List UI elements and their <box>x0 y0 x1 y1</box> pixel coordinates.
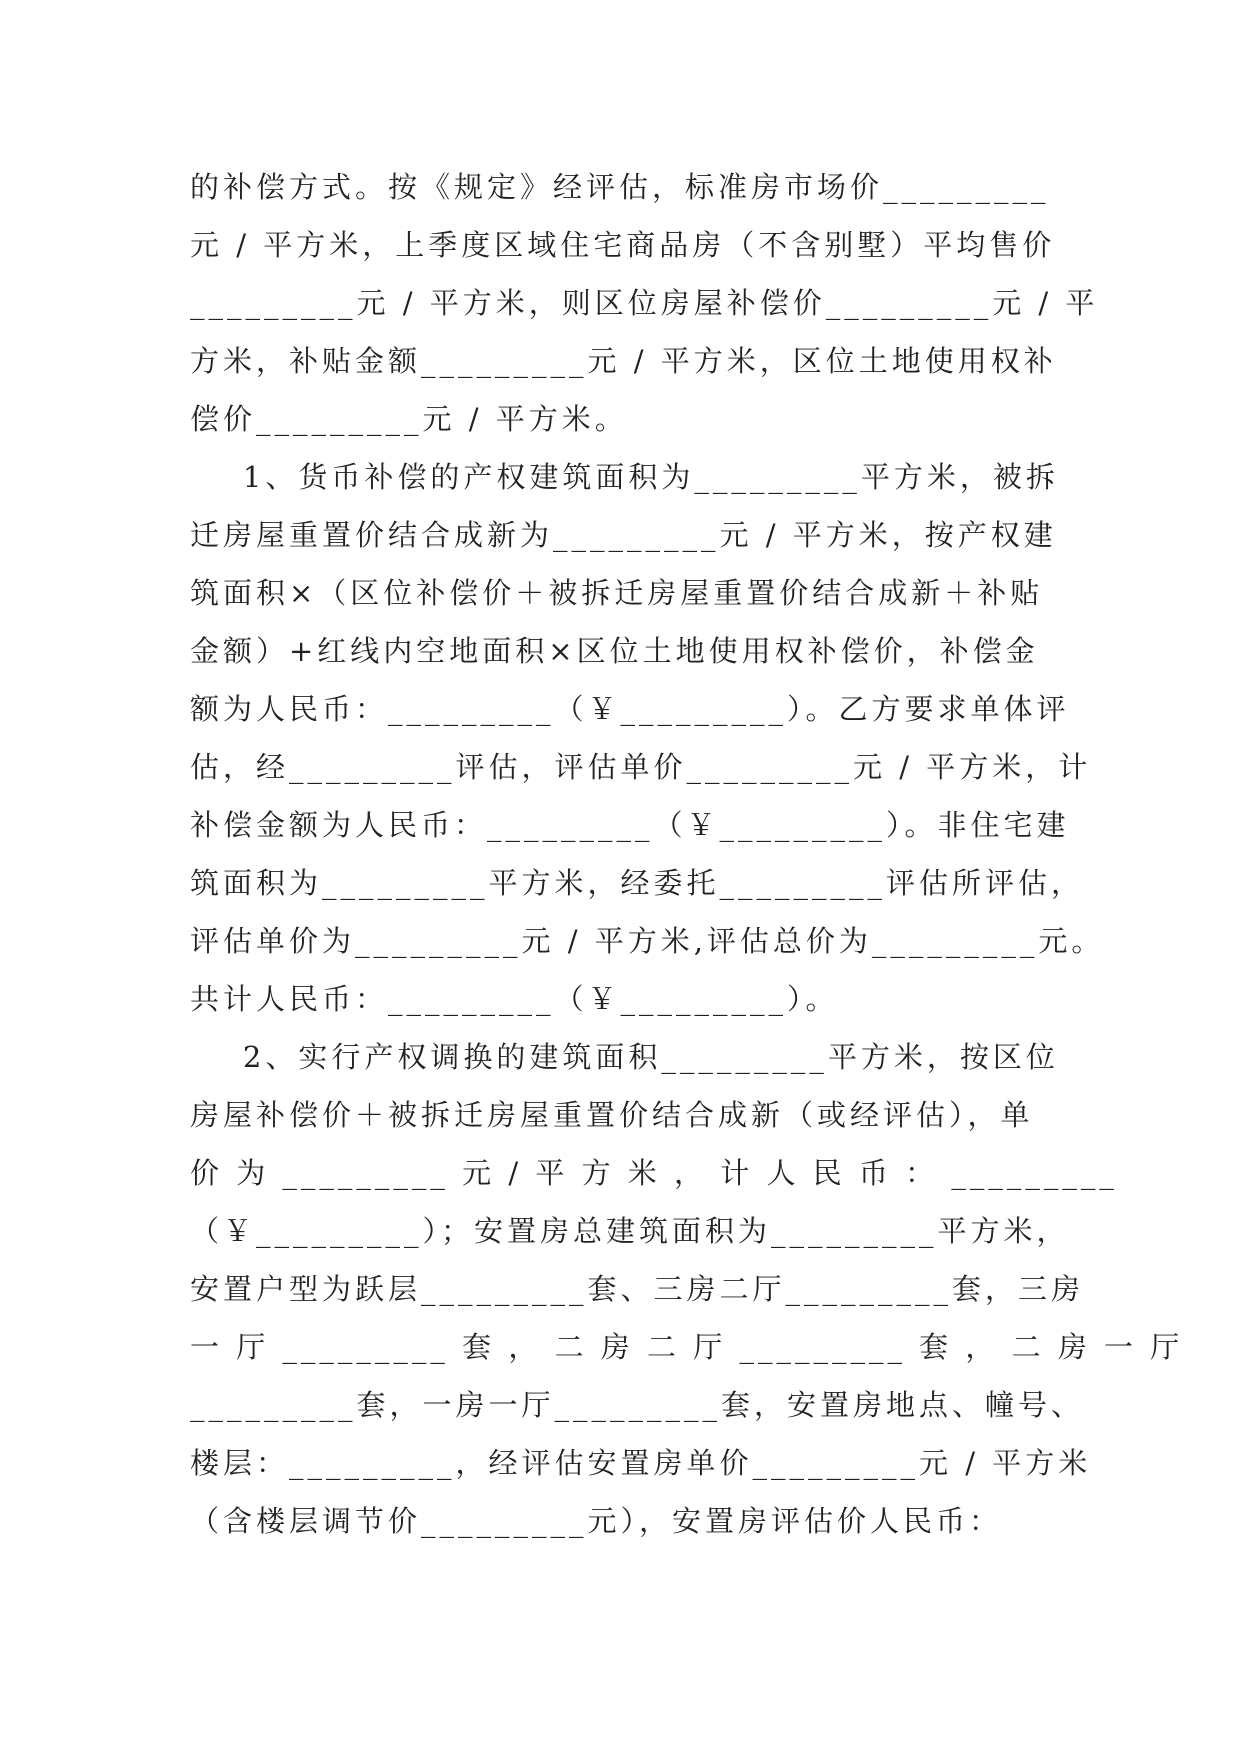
text-line: _________套，一房一厅_________套，安置房地点、幢号、 <box>190 1388 1085 1422</box>
text-line: 的补偿方式。按《规定》经评估，标准房市场价_________ <box>190 170 1050 204</box>
text-line: （￥_________）；安置房总建筑面积为_________平方米， <box>190 1214 1070 1248</box>
paragraph-1-line: 1、货币补偿的产权建筑面积为_________平方米，被拆 <box>190 460 1059 494</box>
text-line: 筑面积×（区位补偿价＋被拆迁房屋重置价结合成新＋补贴 <box>190 576 1044 610</box>
text-line: 价 为 _________ 元 / 平 方 米 ， 计 人 民 币 ： _________ <box>190 1156 1118 1190</box>
text-line: （含楼层调节价_________元），安置房评估价人民币： <box>190 1504 1003 1538</box>
text-line: 安置户型为跃层_________套、三房二厅_________套，三房 <box>190 1272 1085 1306</box>
text-line: 额为人民币：_________（￥_________）。乙方要求单体评 <box>190 692 1070 726</box>
text-line: 一 厅 _________ 套 ， 二 房 二 厅 _________ 套 ， 二 房 一 厅 <box>190 1330 1184 1364</box>
text-line: 迁房屋重置价结合成新为_________元 / 平方米，按产权建 <box>190 518 1057 552</box>
text-line: 金额）+红线内空地面积×区位土地使用权补偿价，补偿金 <box>190 634 1039 668</box>
text-line: 楼层：_________，经评估安置房单价_________元 / 平方米 <box>190 1446 1092 1480</box>
text-line: 偿价_________元 / 平方米。 <box>190 402 628 436</box>
text-line: 房屋补偿价＋被拆迁房屋重置价结合成新（或经评估），单 <box>190 1098 1034 1132</box>
text-line: 筑面积为_________平方米，经委托_________评估所评估， <box>190 866 1085 900</box>
body-text <box>190 158 1184 1550</box>
text-line: 方米，补贴金额_________元 / 平方米，区位土地使用权补 <box>190 344 1057 378</box>
paragraph-2-line: 2、实行产权调换的建筑面积_________平方米，按区位 <box>190 1040 1059 1074</box>
text-line: 共计人民币：_________（￥_________）。 <box>190 982 839 1016</box>
text-line: 估，经_________评估，评估单价_________元 / 平方米，计 <box>190 750 1092 784</box>
text-line: 评估单价为_________元 / 平方米,评估总价为_________元。 <box>190 924 1105 958</box>
text-line: 元 / 平方米，上季度区域住宅商品房（不含别墅）平均售价 <box>190 228 1056 262</box>
text-line: _________元 / 平方米，则区位房屋补偿价_________元 / 平 <box>190 286 1099 320</box>
text-line: 补偿金额为人民币：_________（￥_________）。非住宅建 <box>190 808 1070 842</box>
